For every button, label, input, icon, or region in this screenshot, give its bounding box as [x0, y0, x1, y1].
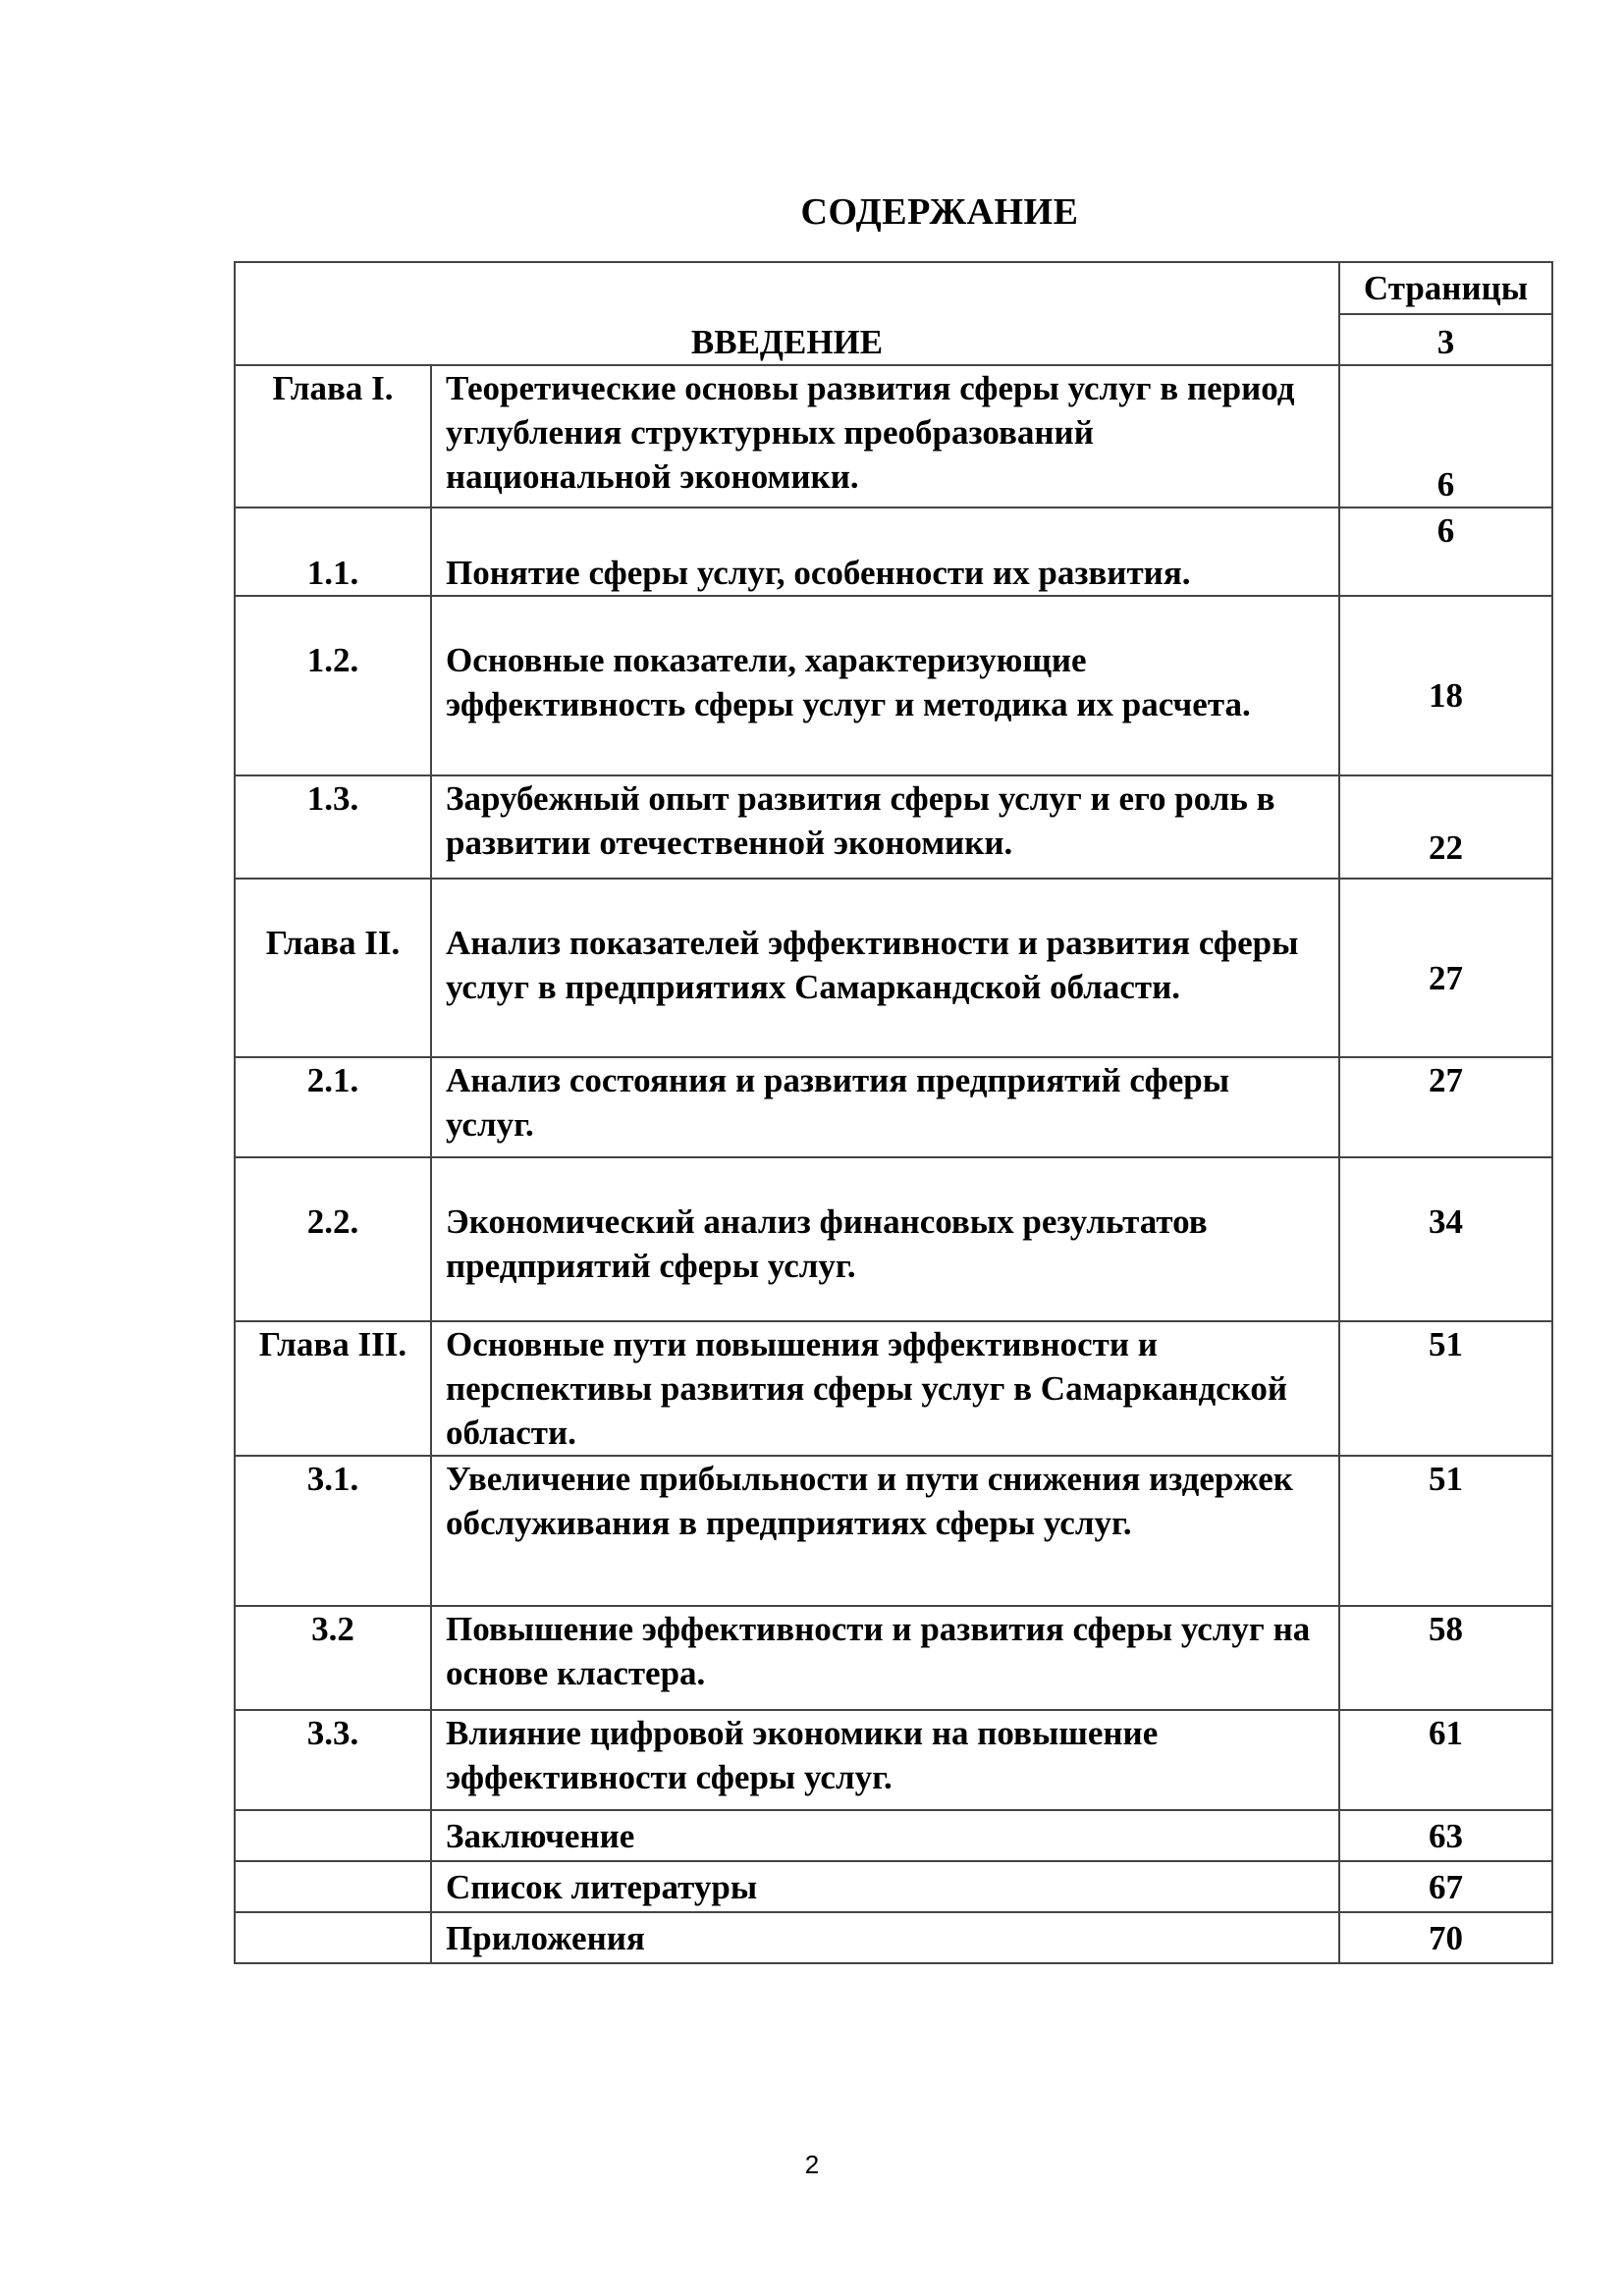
toc-page: 18 — [1339, 596, 1552, 775]
toc-row — [235, 1912, 1552, 1963]
toc-row — [235, 775, 1552, 879]
toc-number: 1.3. — [235, 775, 431, 879]
toc-number: 2.2. — [235, 1157, 431, 1321]
pages-column-header: Страницы — [1339, 262, 1552, 314]
toc-title: Зарубежный опыт развития сферы услуг и его роль в развитии отечественной экономики. — [431, 775, 1339, 879]
toc-row — [235, 507, 1552, 596]
toc-page: 63 — [1339, 1810, 1552, 1861]
toc-title: Повышение эффективности и развития сферы услуг на основе кластера. — [431, 1606, 1339, 1710]
toc-page: 27 — [1339, 1057, 1552, 1157]
intro-label: ВВЕДЕНИЕ — [235, 262, 1339, 365]
toc-title: Влияние цифровой экономики на повышение эффективности сферы услуг. — [431, 1710, 1339, 1810]
toc-row — [235, 1321, 1552, 1456]
toc-row — [235, 879, 1552, 1057]
toc-title: Увеличение прибыльности и пути снижения издержек обслуживания в предприятиях сферы услуг. — [431, 1456, 1339, 1606]
table-of-contents — [234, 261, 1553, 1964]
toc-number — [235, 1861, 431, 1912]
toc-page: 34 — [1339, 1157, 1552, 1321]
toc-title: Анализ показателей эффективности и развития сферы услуг в предприятиях Самаркандской области. — [431, 879, 1339, 1057]
toc-page: 22 — [1339, 775, 1552, 879]
toc-page: 67 — [1339, 1861, 1552, 1912]
toc-number: Глава III. — [235, 1321, 431, 1456]
toc-page: 51 — [1339, 1456, 1552, 1606]
toc-page: 6 — [1339, 507, 1552, 596]
toc-title: Анализ состояния и развития предприятий сферы услуг. — [431, 1057, 1339, 1157]
toc-number: 1.2. — [235, 596, 431, 775]
toc-title: Экономический анализ финансовых результатов предприятий сферы услуг. — [431, 1157, 1339, 1321]
toc-title: Заключение — [431, 1810, 1339, 1861]
intro-page: 3 — [1339, 314, 1552, 365]
toc-page: 70 — [1339, 1912, 1552, 1963]
toc-row — [235, 1810, 1552, 1861]
toc-number: Глава II. — [235, 879, 431, 1057]
page-title: СОДЕРЖАНИЕ — [800, 191, 1079, 233]
toc-title: Понятие сферы услуг, особенности их развития. — [431, 507, 1339, 596]
toc-number: 1.1. — [235, 507, 431, 596]
toc-title: Теоретические основы развития сферы услуг в период углубления структурных преобразований национальной экономики. — [431, 365, 1339, 507]
toc-number: 3.3. — [235, 1710, 431, 1810]
toc-row — [235, 1606, 1552, 1710]
toc-row — [235, 1710, 1552, 1810]
toc-row — [235, 1456, 1552, 1606]
toc-page: 51 — [1339, 1321, 1552, 1456]
toc-title: Список литературы — [431, 1861, 1339, 1912]
page-number: 2 — [804, 2150, 820, 2179]
toc-header-row — [235, 262, 1552, 314]
toc-row — [235, 596, 1552, 775]
toc-row — [235, 365, 1552, 507]
toc-number: 3.1. — [235, 1456, 431, 1606]
toc-title: Основные показатели, характеризующие эффективность сферы услуг и методика их расчета. — [431, 596, 1339, 775]
toc-page: 27 — [1339, 879, 1552, 1057]
toc-row — [235, 1057, 1552, 1157]
toc-number — [235, 1810, 431, 1861]
toc-page: 58 — [1339, 1606, 1552, 1710]
toc-row — [235, 1157, 1552, 1321]
toc-page: 6 — [1339, 365, 1552, 507]
toc-title: Основные пути повышения эффективности и перспективы развития сферы услуг в Самаркандской области. — [431, 1321, 1339, 1456]
toc-title: Приложения — [431, 1912, 1339, 1963]
toc-number — [235, 1912, 431, 1963]
toc-row — [235, 1861, 1552, 1912]
toc-number: Глава I. — [235, 365, 431, 507]
toc-number: 2.1. — [235, 1057, 431, 1157]
toc-page: 61 — [1339, 1710, 1552, 1810]
toc-number: 3.2 — [235, 1606, 431, 1710]
